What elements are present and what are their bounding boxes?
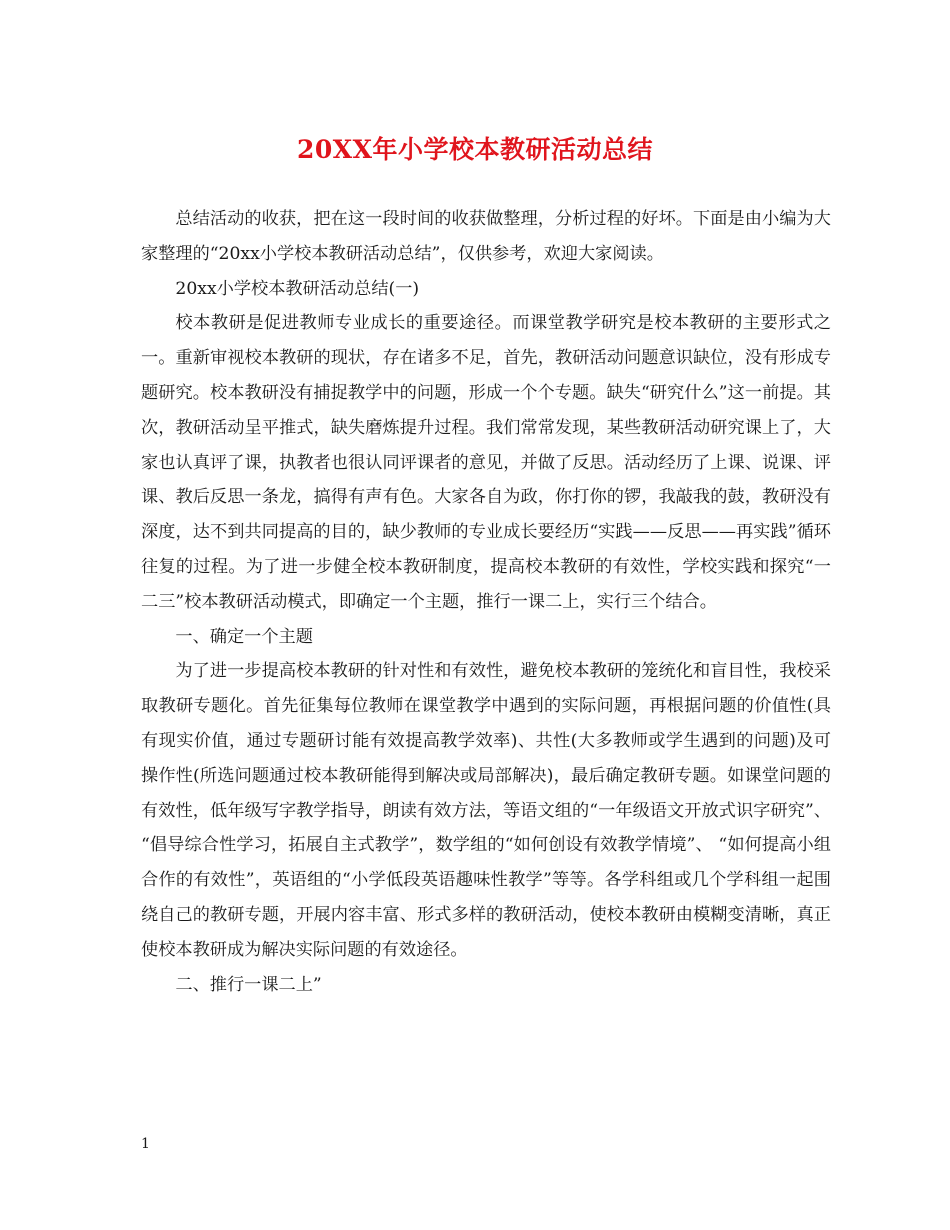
page-number: 1 xyxy=(141,1136,150,1152)
section-heading: 20xx小学校本教研活动总结(一) xyxy=(175,278,420,299)
body-paragraph: 为了进一步提高校本教研的针对性和有效性，避免校本教研的笼统化和盲目性，我校采取教研专题化。首先征集每位教师在课堂教学中遇到的实际问题，再根据问题的价值性(具有现实价值，通过专题研讨能有效提高教学效率)、共性(大多教师或学生遇到的问题)及可操作性(所选问题通过校本教研能得到解决或局部解决)，最后确定教研专题。如课堂问题的有效性，低年级写字教学指导，朗读有效方法，等语文组的“一年级语文开放式识字研究”、 “倡导综合性学习，拓展自主式教学”，数学组的“如何创设有效教学情境”、 “如何提高小组合作的有效性”，英语组的“小学低段英语趣味性教学”等等。各学科组或几个学科组一起围绕自己的教研专题，开展内容丰富、形式多样的教研活动，使校本教研由模糊变清晰，真正使校本教研成为解决实际问题的有效途径。 xyxy=(141,661,831,960)
section-heading: 二、推行一课二上” xyxy=(175,974,322,995)
document-body xyxy=(141,202,831,1002)
document-title: 20XX年小学校本教研活动总结 xyxy=(296,135,654,164)
intro-paragraph: 总结活动的收获，把在这一段时间的收获做整理，分析过程的好坏。下面是由小编为大家整理的“20xx小学校本教研活动总结”，仅供参考，欢迎大家阅读。 xyxy=(141,209,831,264)
body-paragraph: 校本教研是促进教师专业成长的重要途径。而课堂教学研究是校本教研的主要形式之一。重新审视校本教研的现状，存在诸多不足，首先，教研活动问题意识缺位，没有形成专题研究。校本教研没有捕捉教学中的问题，形成一个个专题。缺失“研究什么”这一前提。其次，教研活动呈平推式，缺失磨炼提升过程。我们常常发现，某些教研活动研究课上了，大家也认真评了课，执教者也很认同评课者的意见，并做了反思。活动经历了上课、说课、评课、教后反思一条龙，搞得有声有色。大家各自为政，你打你的锣，我敲我的鼓，教研没有深度，达不到共同提高的目的，缺少教师的专业成长要经历“实践——反思——再实践”循环往复的过程。为了进一步健全校本教研制度，提高校本教研的有效性，学校实践和探究“一二三”校本教研活动模式，即确定一个主题，推行一课二上，实行三个结合。 xyxy=(141,313,831,612)
section-heading: 一、确定一个主题 xyxy=(175,626,313,647)
